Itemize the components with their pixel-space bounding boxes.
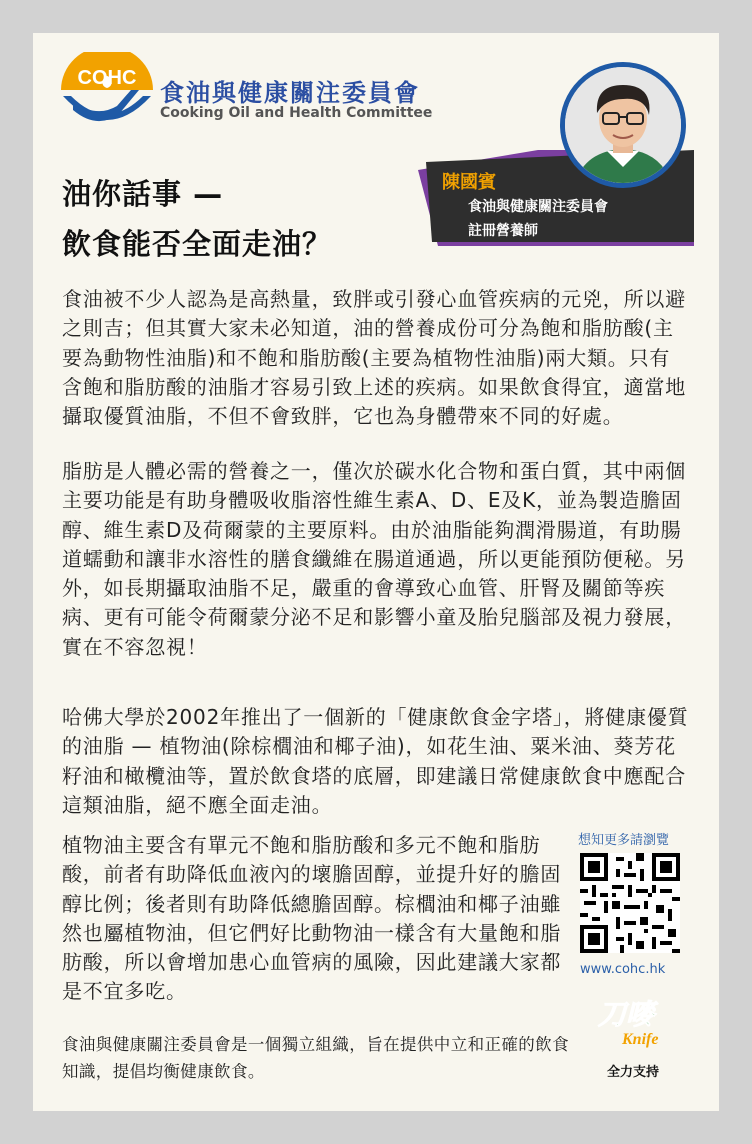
article-paragraph: 食油被不少人認為是高熱量，致胖或引發心血管疾病的元兇，所以避之則吉；但其實大家未必知道，油的營養成份可分為飽和脂肪酸(主要為動物性油脂)和不飽和脂肪酸(主要為植物性油脂)兩大類。只有含飽和脂肪酸的油脂才容易引致上述的疾病。如果飲食得宜，適當地攝取優質油脂，不但不會致胖，它也為身體帶來不同的好處。: [62, 287, 686, 429]
knife-brand-logo: [594, 990, 678, 1050]
logo-text: COHC: [77, 67, 137, 89]
org-name-en: Cooking Oil and Health Committee: [160, 105, 433, 121]
author-name: 陳國賓: [442, 172, 496, 193]
article-subtitle: 飲食能否全面走油？: [62, 227, 333, 261]
qr-code-icon[interactable]: [580, 853, 680, 953]
author-title: 食油與健康關注委員會: [468, 199, 608, 215]
brand-name-en: Knife: [622, 1031, 659, 1048]
support-text: 全力支持: [607, 1065, 660, 1080]
author-role: 註冊營養師: [468, 223, 538, 239]
article-title: 油你話事 —: [62, 177, 224, 211]
cohc-logo: [57, 52, 157, 134]
website-link[interactable]: www.cohc.hk: [580, 962, 666, 977]
qr-caption: 想知更多請瀏覽: [578, 833, 670, 848]
article-paragraph: 植物油主要含有單元不飽和脂肪酸和多元不飽和脂肪酸，前者有助降低血液內的壞膽固醇，並提升好的膽固醇比例；後者則有助降低總膽固醇。棕櫚油和椰子油雖然也屬植物油，但它們好比動物油一樣含有大量飽和脂肪酸，所以會增加患心血管病的風險，因此建議大家都是不宜多吃。: [62, 833, 562, 1004]
article-paragraph: 哈佛大學於2002年推出了一個新的「健康飲食金字塔」，將健康優質的油脂 — 植物油(除棕櫚油和椰子油)，如花生油、粟米油、葵芳花籽油和橄欖油等，置於飲食塔的底層，即建議日常健康飲食中應配合這類油脂，絕不應全面走油。: [62, 705, 689, 817]
brand-name-zh: 刀嘜: [598, 998, 655, 1031]
footer-note: 食油與健康關注委員會是一個獨立組織，旨在提供中立和正確的飲食知識，提倡均衡健康飲食。: [62, 1035, 569, 1081]
org-name-zh: 食油與健康關注委員會: [160, 79, 420, 107]
article-paragraph: 脂肪是人體必需的營養之一，僅次於碳水化合物和蛋白質，其中兩個主要功能是有助身體吸收脂溶性維生素A、D、E及K，並為製造膽固醇、維生素D及荷爾蒙的主要原料。由於油脂能夠潤滑腸道，有助腸道蠕動和讓非水溶性的膳食纖維在腸道通過，所以更能預防便秘。另外，如長期攝取油脂不足，嚴重的會導致心血管、肝腎及關節等疾病、更有可能令荷爾蒙分泌不足和影響小童及胎兒腦部及視力發展，實在不容忽視！: [62, 459, 686, 659]
author-avatar: [560, 62, 686, 188]
author-portrait-icon: [565, 67, 681, 183]
